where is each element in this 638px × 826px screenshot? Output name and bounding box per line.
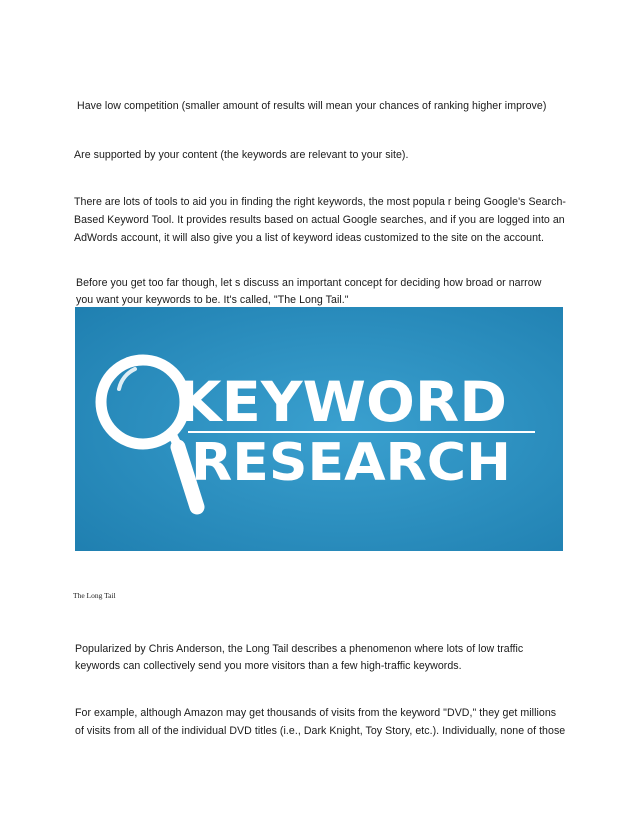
image-caption: The Long Tail	[73, 591, 116, 600]
paragraph-supported-content: Are supported by your content (the keywords are relevant to your site).	[74, 149, 409, 161]
keyword-research-banner	[75, 307, 563, 551]
paragraph-tools-line: There are lots of tools to aid you in finding the right keywords, the most popula r being Google's Search-	[74, 196, 566, 208]
paragraph-low-competition: Have low competition (smaller amount of results will mean your chances of ranking higher improve)	[77, 100, 547, 112]
paragraph-tools-line: AdWords account, it will also give you a list of keyword ideas customized to the site on the account.	[74, 232, 545, 244]
banner-graphic	[75, 307, 563, 551]
paragraph-definition-line: Popularized by Chris Anderson, the Long Tail describes a phenomenon where lots of low traffic	[75, 643, 524, 655]
paragraph-example-line: of visits from all of the individual DVD titles (i.e., Dark Knight, Toy Story, etc.). Individually, none of those	[75, 725, 566, 737]
paragraph-example-line: For example, although Amazon may get thousands of visits from the keyword "DVD," they get millions	[75, 707, 557, 719]
paragraph-intro-line: Before you get too far though, let s discuss an important concept for deciding how broad or narrow	[76, 277, 542, 289]
paragraph-definition-line: keywords can collectively send you more visitors than a few high-traffic keywords.	[75, 660, 462, 672]
paragraph-tools-line: Based Keyword Tool. It provides results based on actual Google searches, and if you are logged into an	[74, 214, 565, 226]
banner-title-line2: RESEARCH	[191, 433, 511, 493]
banner-title-line1: KEYWORD	[177, 370, 507, 434]
paragraph-intro-line: you want your keywords to be. It's called, "The Long Tail."	[76, 294, 349, 306]
